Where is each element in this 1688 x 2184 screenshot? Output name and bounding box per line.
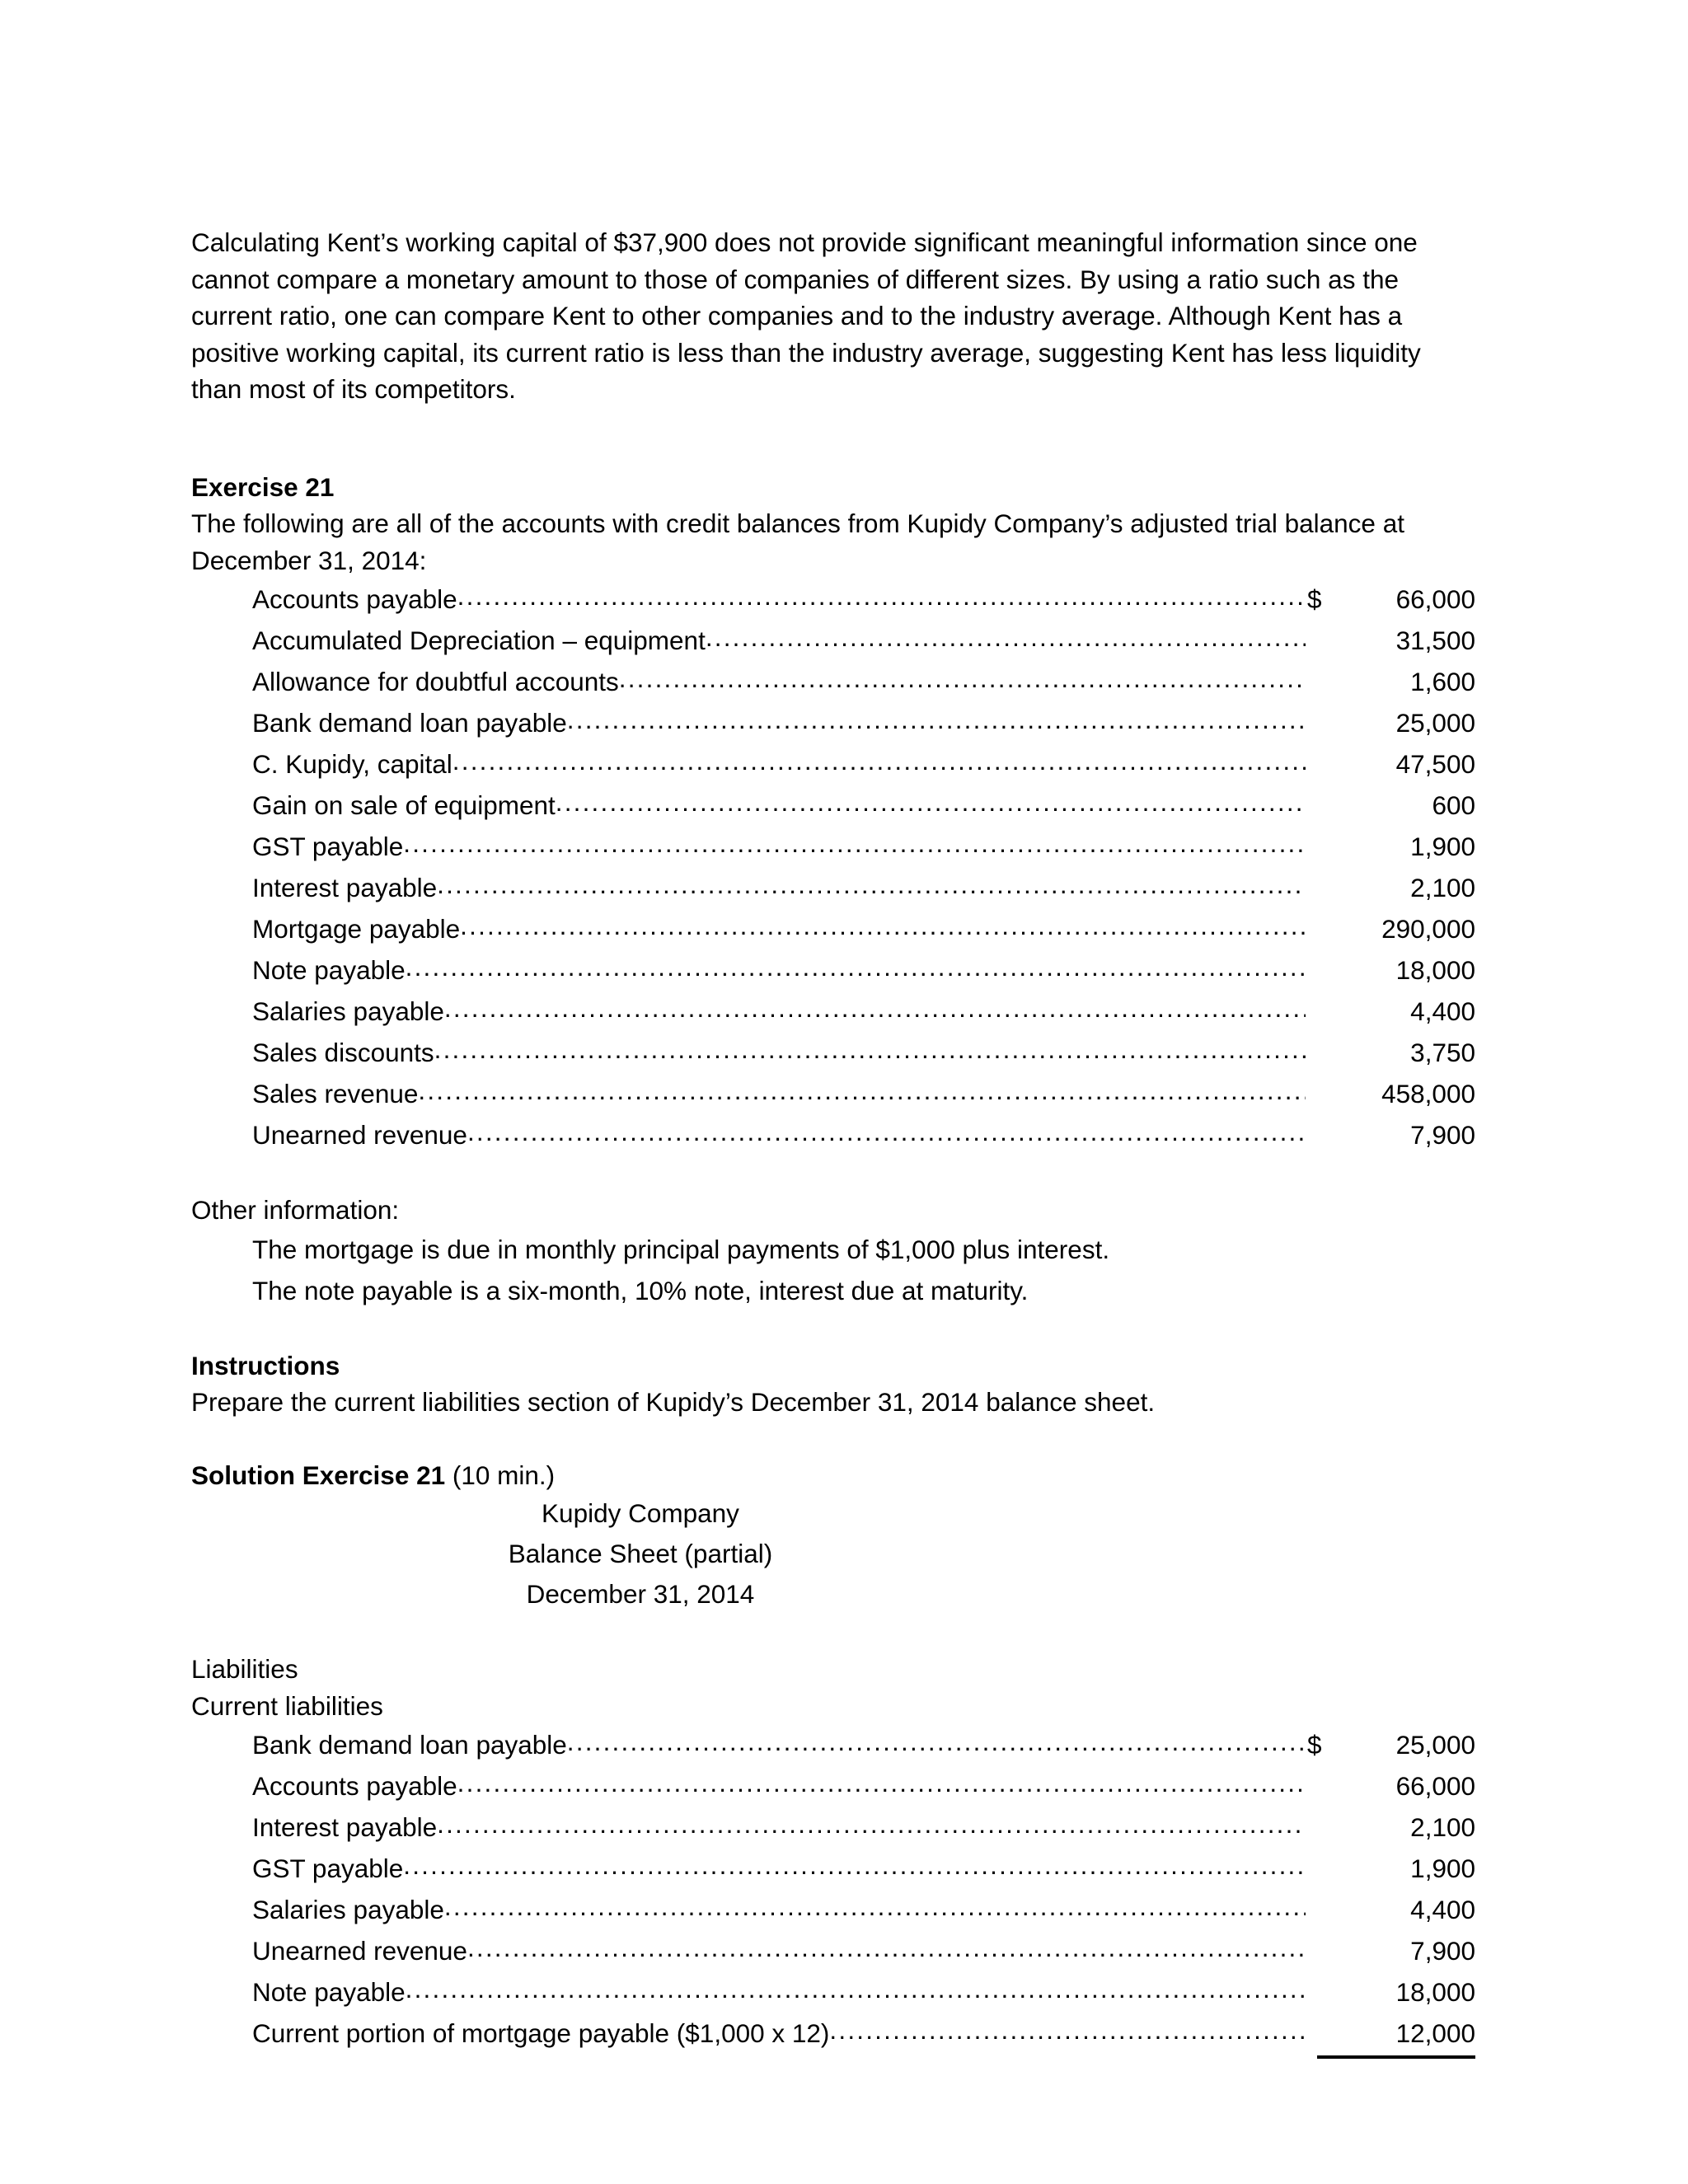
dot-leader — [437, 1803, 1306, 1844]
dot-leader — [434, 1029, 1306, 1070]
dot-leader — [460, 905, 1306, 946]
ledger-row — [191, 1971, 1475, 2013]
instructions-heading: Instructions — [191, 1350, 340, 1380]
ledger-row-amount: 47,500 — [1395, 749, 1475, 779]
ledger-row-amount: 18,000 — [1395, 955, 1475, 985]
ledger-row — [191, 826, 1475, 867]
ledger-row-amount: 600 — [1432, 790, 1475, 820]
ledger-row-amount: 25,000 — [1395, 1730, 1475, 1760]
other-information-note: The mortgage is due in monthly principal payments of $1,000 plus interest. — [252, 1234, 1110, 1264]
ledger-row-label: Mortgage payable — [252, 914, 461, 944]
spacer — [191, 1155, 1475, 1192]
ledger-row — [191, 702, 1475, 743]
ledger-row-label: Note payable — [252, 955, 406, 985]
ledger-row — [191, 867, 1475, 908]
exercise-heading: Exercise 21 — [191, 471, 335, 502]
ledger-row — [191, 1807, 1475, 1848]
trial-balance-account-list — [191, 579, 1475, 1155]
ledger-row-label: Gain on sale of equipment — [252, 790, 556, 820]
ledger-row-currency: $ — [1307, 584, 1322, 614]
ledger-row-label: Note payable — [252, 1977, 406, 2007]
ledger-row — [191, 1073, 1475, 1114]
dot-leader — [403, 823, 1306, 864]
ledger-row — [191, 743, 1475, 785]
current-liabilities-list — [191, 1724, 1475, 2059]
ledger-row — [191, 1930, 1475, 1971]
other-information-note: The note payable is a six-month, 10% note, interest due at maturity. — [252, 1275, 1029, 1305]
dot-leader — [619, 658, 1306, 699]
solution-heading — [191, 1457, 1475, 1494]
dot-leader — [406, 946, 1306, 987]
ledger-row — [191, 2013, 1475, 2059]
ledger-row-currency: $ — [1307, 1730, 1322, 1760]
ledger-row-label: Interest payable — [252, 1812, 438, 1842]
intro-paragraph: Calculating Kent’s working capital of $37,900 does not provide significant meaningful information since one cannot compare a monetary amount to those of companies of different sizes. By using a ratio such as the current ratio, one can compare Kent to other companies and to the industry average. Although Kent has a positive working capital, its current ratio is less than the industry average, suggesting Kent has less liquidity than most of its competitors. — [191, 227, 1421, 404]
ledger-row-label: GST payable — [252, 1854, 404, 1883]
ledger-row — [191, 1848, 1475, 1889]
ledger-row-amount: 25,000 — [1395, 708, 1475, 738]
ledger-row-amount: 1,900 — [1410, 1854, 1475, 1883]
dot-leader — [567, 699, 1306, 740]
dot-leader — [706, 616, 1306, 658]
ledger-row-label: Accounts payable — [252, 1771, 457, 1801]
statement-date: December 31, 2014 — [526, 1579, 755, 1609]
ledger-row-amount: 66,000 — [1395, 584, 1475, 614]
dot-leader — [437, 864, 1306, 905]
ledger-row — [191, 579, 1475, 620]
other-information-heading: Other information: — [191, 1195, 400, 1225]
ledger-row — [191, 991, 1475, 1032]
dot-leader — [403, 1844, 1306, 1886]
dot-leader — [406, 1968, 1306, 2009]
dot-leader — [556, 781, 1306, 823]
ledger-row — [191, 1724, 1475, 1765]
ledger-row-amount: 1,600 — [1410, 667, 1475, 696]
dot-leader — [457, 575, 1306, 616]
ledger-row-label: Current portion of mortgage payable ($1,000 x 12) — [252, 2018, 830, 2048]
dot-leader — [444, 987, 1306, 1029]
ledger-row-label: Sales revenue — [252, 1079, 419, 1108]
ledger-row-label: Accumulated Depreciation – equipment — [252, 626, 706, 655]
solution-heading-time: (10 min.) — [445, 1460, 556, 1490]
dot-leader — [452, 740, 1306, 781]
ledger-row — [191, 1114, 1475, 1155]
ledger-row-label: Allowance for doubtful accounts — [252, 667, 619, 696]
ledger-row-amount: 31,500 — [1395, 626, 1475, 655]
ledger-row — [191, 620, 1475, 661]
statement-title: Balance Sheet (partial) — [508, 1539, 773, 1568]
ledger-row-label: C. Kupidy, capital — [252, 749, 452, 779]
spacer — [191, 408, 1475, 469]
ledger-row-amount: 12,000 — [1317, 2013, 1475, 2059]
ledger-row — [191, 1765, 1475, 1807]
dot-leader — [457, 1762, 1306, 1803]
ledger-row-label: Salaries payable — [252, 996, 444, 1026]
ledger-row-amount: 66,000 — [1395, 1771, 1475, 1801]
ledger-row-label: Unearned revenue — [252, 1936, 467, 1966]
ledger-row — [191, 661, 1475, 702]
ledger-row-label: Sales discounts — [252, 1038, 434, 1067]
ledger-row-label: GST payable — [252, 832, 404, 861]
spacer — [191, 1615, 1475, 1651]
ledger-row-amount: 3,750 — [1410, 1038, 1475, 1067]
ledger-row-amount: 458,000 — [1381, 1079, 1475, 1108]
dot-leader — [467, 1927, 1306, 1968]
dot-leader — [829, 2009, 1306, 2050]
dot-leader — [567, 1721, 1306, 1762]
ledger-row-label: Salaries payable — [252, 1895, 444, 1924]
statement-company-name: Kupidy Company — [542, 1498, 739, 1528]
ledger-row — [191, 1889, 1475, 1930]
ledger-row-label: Bank demand loan payable — [252, 1730, 567, 1760]
current-liabilities-subsection-label: Current liabilities — [191, 1690, 383, 1721]
ledger-row-amount: 2,100 — [1410, 873, 1475, 902]
ledger-row-label: Accounts payable — [252, 584, 457, 614]
ledger-row-amount: 4,400 — [1410, 996, 1475, 1026]
ledger-row — [191, 908, 1475, 949]
exercise-intro: The following are all of the accounts with credit balances from Kupidy Company’s adjusted trial balance at December 31, 2014: — [191, 509, 1404, 575]
dot-leader — [444, 1886, 1306, 1927]
ledger-row-label: Interest payable — [252, 873, 438, 902]
ledger-row-amount: 4,400 — [1410, 1895, 1475, 1924]
dot-leader — [418, 1070, 1306, 1111]
ledger-row-amount: 1,900 — [1410, 832, 1475, 861]
ledger-row-amount: 7,900 — [1410, 1120, 1475, 1150]
ledger-row — [191, 1032, 1475, 1073]
ledger-row — [191, 949, 1475, 991]
spacer — [191, 1421, 1475, 1457]
solution-heading-label: Solution Exercise 21 — [191, 1460, 446, 1490]
spacer — [191, 1311, 1475, 1347]
ledger-row-label: Unearned revenue — [252, 1120, 467, 1150]
dot-leader — [467, 1111, 1306, 1152]
ledger-row-amount: 18,000 — [1395, 1977, 1475, 2007]
ledger-row-amount: 2,100 — [1410, 1812, 1475, 1842]
ledger-row-label: Bank demand loan payable — [252, 708, 567, 738]
ledger-row-amount: 7,900 — [1410, 1936, 1475, 1966]
ledger-row-amount: 290,000 — [1381, 914, 1475, 944]
liabilities-section-label: Liabilities — [191, 1654, 298, 1684]
ledger-row — [191, 785, 1475, 826]
instructions-text: Prepare the current liabilities section of Kupidy’s December 31, 2014 balance sheet. — [191, 1387, 1156, 1417]
